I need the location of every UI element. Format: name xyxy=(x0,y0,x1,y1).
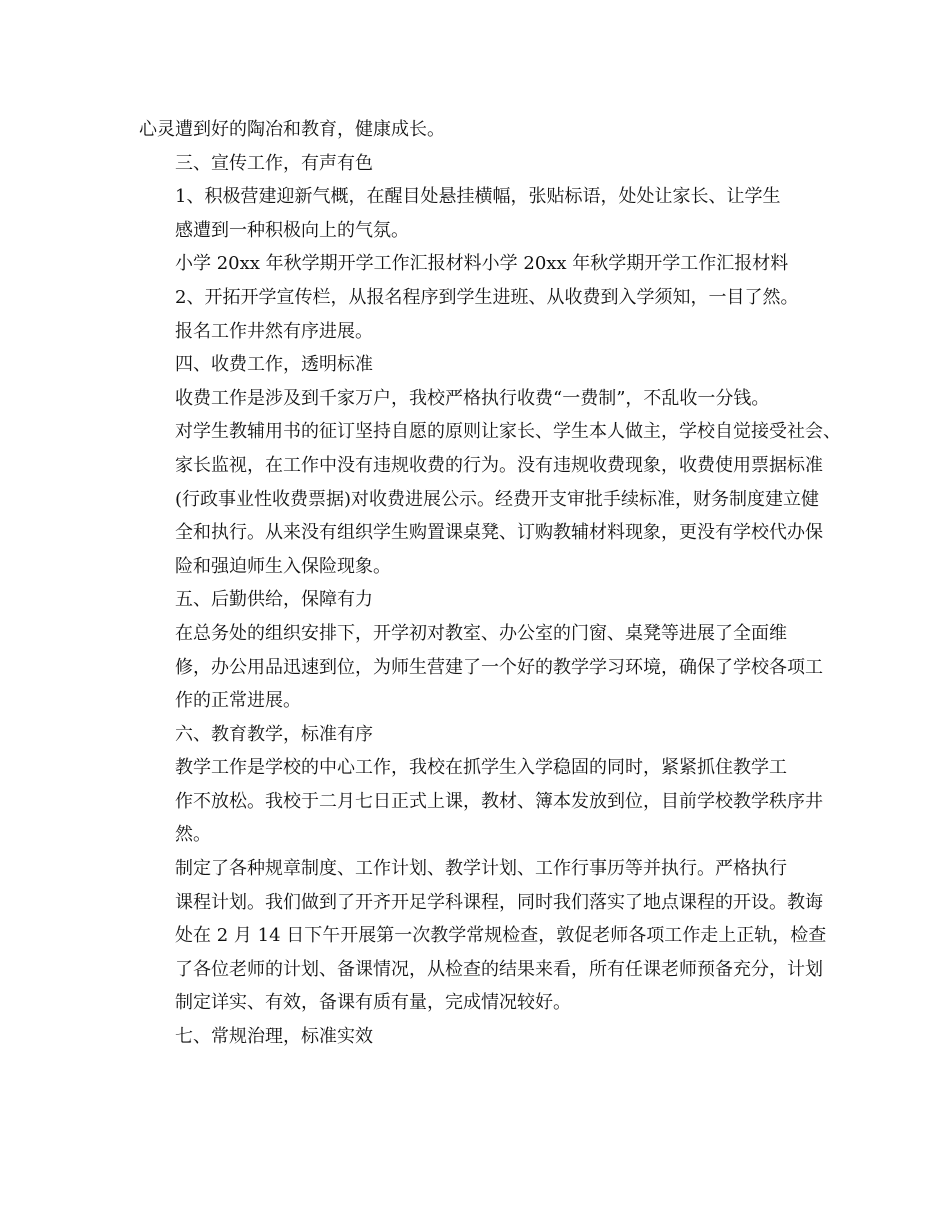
text-line: 四、收费工作，透明标准 xyxy=(175,354,373,376)
text-line: 险和强迫师生入保险现象。 xyxy=(175,555,391,577)
text-line: 收费工作是涉及到千家万户，我校严格执行收费“一费制”，不乱收一分钱。 xyxy=(175,387,770,409)
text-line: 七、常规治理，标准实效 xyxy=(175,1026,373,1048)
section-heading-teaching xyxy=(139,718,838,752)
text-line: 对学生教辅用书的征订坚持自愿的原则让家长、学生本人做主，学校自觉接受社会、 xyxy=(175,421,841,443)
text-line: 在总务处的组织安排下，开学初对教室、办公室的门窗、桌凳等进展了全面维 xyxy=(175,622,787,644)
text-line: 课程计划。我们做到了开齐开足学科课程，同时我们落实了地点课程的开设。教诲 xyxy=(175,891,823,913)
text-line: 2、开拓开学宣传栏，从报名程序到学生进班、从收费到入学须知，一目了然。 xyxy=(175,286,799,308)
text-line: 心灵遭到好的陶冶和教育，健康成长。 xyxy=(139,119,445,140)
paragraph-logistics xyxy=(139,617,838,718)
text-line: 作不放松。我校于二月七日正式上课，教材、簿本发放到位，目前学校教学秩序井 xyxy=(175,790,823,812)
text-line: 三、宣传工作，有声有色 xyxy=(175,152,373,174)
text-line: 制定详实、有效，备课有质有量，完成情况较好。 xyxy=(175,992,571,1014)
paragraph-fees xyxy=(139,382,841,584)
paragraph-banners xyxy=(139,180,838,247)
paragraph-rules xyxy=(139,852,838,1020)
document-body xyxy=(139,113,841,1054)
text-line: 感遭到一种积极向上的气氛。 xyxy=(175,219,409,241)
text-line: 制定了各种规章制度、工作计划、教学计划、工作行事历等并执行。严格执行 xyxy=(175,858,787,880)
text-line: 了各位老师的计划、备课情况，从检查的结果来看，所有任课老师预备充分，计划 xyxy=(175,958,823,980)
text-line: (行政事业性收费票据)对收费进展公示。经费开支审批手续标准，财务制度建立健 xyxy=(175,488,820,510)
paragraph-teaching xyxy=(139,751,838,852)
section-heading-fees xyxy=(139,348,838,382)
text-line: 教学工作是学校的中心工作，我校在抓学生入学稳固的同时，紧紧抓住教学工 xyxy=(175,757,787,779)
text-line: 作的正常进展。 xyxy=(175,690,301,712)
text-line: 六、教育教学，标准有序 xyxy=(175,723,373,745)
text-line: 全和执行。从来没有组织学生购置课桌凳、订购教辅材料现象，更没有学校代办保 xyxy=(175,522,823,544)
text-line: 1、积极营建迎新气概，在醒目处悬挂横幅，张贴标语，处处让家长、让学生 xyxy=(175,186,781,208)
text-line: 小学 20xx 年秋学期开学工作汇报材料小学 20xx 年秋学期开学工作汇报材料 xyxy=(175,253,789,275)
text-line: 家长监视，在工作中没有违规收费的行为。没有违规收费现象，收费使用票据标准 xyxy=(175,454,823,476)
section-heading-logistics xyxy=(139,583,838,617)
text-line: 五、后勤供给，保障有力 xyxy=(175,589,373,611)
paragraph-bulletin xyxy=(139,281,838,348)
text-line: 报名工作井然有序进展。 xyxy=(175,320,373,342)
text-line: 处在 2 月 14 日下午开展第一次教学常规检查，敦促老师各项工作走上正轨，检查 xyxy=(175,925,827,947)
text-line: 然。 xyxy=(175,824,211,846)
text-line: 修，办公用品迅速到位，为师生营建了一个好的教学学习环境，确保了学校各项工 xyxy=(175,656,823,678)
paragraph-title-repeat xyxy=(139,247,838,281)
section-heading-publicity xyxy=(139,147,838,181)
section-heading-management xyxy=(139,1020,838,1054)
paragraph-continuation xyxy=(139,113,838,147)
